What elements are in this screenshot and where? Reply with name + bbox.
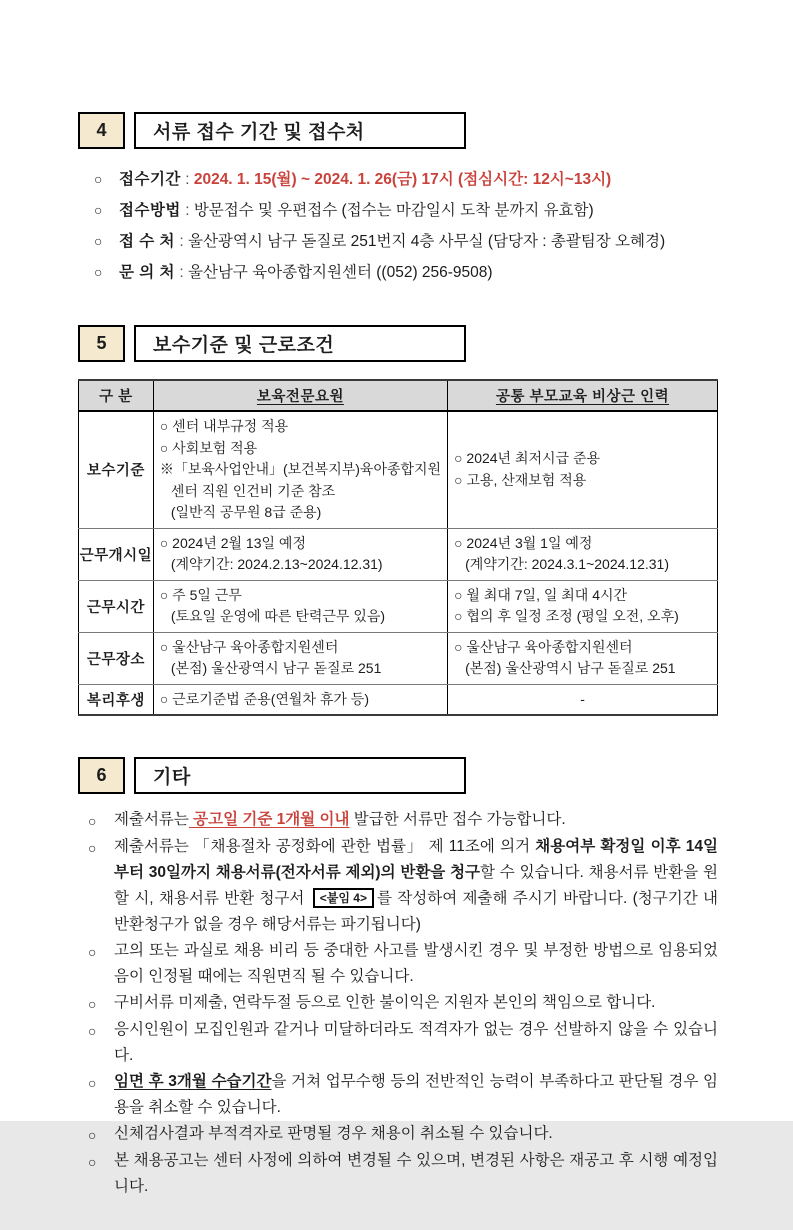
cell-parent-edu-parttime bbox=[448, 411, 718, 528]
cell-line: - bbox=[580, 690, 585, 707]
cell-line: ○ 주 5일 근무 bbox=[159, 586, 242, 603]
table-row bbox=[79, 632, 718, 684]
label-separator: : bbox=[180, 202, 194, 219]
note-row bbox=[88, 1121, 718, 1148]
section-5-title: 보수기준 및 근로조건 bbox=[134, 325, 466, 362]
note-segment: 발급한 서류만 접수 가능합니다. bbox=[349, 811, 566, 828]
info-label: 접 수 처 bbox=[119, 233, 176, 250]
column-header-category: 구 분 bbox=[79, 380, 154, 411]
note-text bbox=[114, 834, 718, 938]
note-text bbox=[114, 1148, 718, 1200]
cell-line: (계약기간: 2024.3.1~2024.12.31) bbox=[465, 556, 670, 572]
note-segment: 제출서류는 bbox=[114, 811, 189, 828]
table-header-row bbox=[79, 380, 718, 411]
cell-line: (계약기간: 2024.2.13~2024.12.31) bbox=[170, 556, 383, 572]
note-segment: 신체검사결과 부적격자로 판명될 경우 채용이 취소될 수 있습니다. bbox=[114, 1125, 553, 1142]
label-separator: : bbox=[180, 171, 194, 188]
bullet-icon: ○ bbox=[88, 996, 97, 1012]
section-6-title: 기타 bbox=[134, 757, 466, 794]
attachment-ref-box: <붙임 4> bbox=[313, 888, 374, 908]
note-segment: 채용여부 확정일 이후 14일부터 30일까지 채용서류(전자서류 제외)의 반환을 청구 bbox=[114, 838, 719, 881]
info-value: 울산남구 육아종합지원센터 ((052) 256-9508) bbox=[187, 264, 493, 281]
info-label: 접수방법 bbox=[119, 202, 181, 219]
table-row bbox=[79, 580, 718, 632]
cell-line: ○ 센터 내부규정 적용 bbox=[159, 418, 289, 434]
cell-childcare-specialist bbox=[153, 684, 447, 715]
cell-line: (토요일 운영에 따른 탄력근무 있음) bbox=[170, 608, 386, 624]
note-row bbox=[88, 990, 718, 1017]
note-text bbox=[114, 1017, 718, 1069]
row-label: 보수기준 bbox=[79, 411, 154, 528]
note-segment: 임면 후 3개월 수습기간 bbox=[114, 1073, 272, 1090]
section-4-header bbox=[78, 112, 718, 149]
bullet-icon: ○ bbox=[88, 1127, 97, 1143]
note-row bbox=[88, 1017, 718, 1069]
cell-line: ○ 2024년 2월 13일 예정 bbox=[159, 534, 306, 551]
row-label: 복리후생 bbox=[79, 684, 154, 715]
bullet-icon: ○ bbox=[94, 171, 103, 187]
bullet-icon: ○ bbox=[88, 1075, 97, 1091]
cell-childcare-specialist bbox=[153, 580, 447, 632]
section-4-number-badge: 4 bbox=[78, 112, 125, 149]
cell-parent-edu-parttime bbox=[448, 580, 718, 632]
pay-conditions-table bbox=[78, 379, 718, 716]
note-segment: 고의 또는 과실로 채용 비리 등 중대한 사고를 발생시킨 경우 및 부정한 방법으로 임용되었음이 인정될 때에는 직원면직 될 수 있습니다. bbox=[114, 942, 718, 985]
table-row bbox=[79, 411, 718, 528]
bullet-icon: ○ bbox=[94, 264, 103, 280]
cell-childcare-specialist bbox=[153, 632, 447, 684]
section-4-title: 서류 접수 기간 및 접수처 bbox=[134, 112, 466, 149]
cell-line: ○ 근로기준법 준용(연월차 휴가 등) bbox=[159, 690, 369, 707]
info-label: 접수기간 bbox=[119, 171, 181, 188]
column-header-parent-edu-parttime: 공통 부모교육 비상근 인력 bbox=[448, 380, 718, 411]
row-label: 근무시간 bbox=[79, 580, 154, 632]
cell-line: ※「보육사업안내」(보건복지부)육아종합지원 bbox=[159, 461, 442, 477]
cell-line: (일반직 공무원 8급 준용) bbox=[170, 504, 322, 520]
cell-line: ○ 사회보험 적용 bbox=[159, 439, 258, 456]
note-text bbox=[114, 938, 718, 990]
table-row bbox=[79, 528, 718, 580]
cell-line: ○ 협의 후 일정 조정 (평일 오전, 오후) bbox=[454, 608, 679, 624]
section-pay-conditions bbox=[78, 325, 718, 716]
cell-childcare-specialist bbox=[153, 411, 447, 528]
note-text bbox=[114, 1121, 718, 1148]
note-row bbox=[88, 834, 718, 938]
section-5-number-badge: 5 bbox=[78, 325, 125, 362]
note-text bbox=[114, 807, 718, 834]
table-row bbox=[79, 684, 718, 715]
submission-info-row bbox=[94, 195, 718, 226]
info-value: 울산광역시 남구 돋질로 251번지 4층 사무실 (담당자 : 총괄팀장 오혜경) bbox=[187, 233, 666, 250]
cell-childcare-specialist bbox=[153, 528, 447, 580]
cell-line: ○ 2024년 최저시급 준용 bbox=[454, 450, 600, 467]
note-segment: 본 채용공고는 센터 사정에 의하여 변경될 수 있으며, 변경된 사항은 재공고 후 시행 예정입니다. bbox=[114, 1152, 718, 1195]
bullet-icon: ○ bbox=[88, 1154, 97, 1170]
note-segment: 구비서류 미제출, 연락두절 등으로 인한 불이익은 지원자 본인의 책임으로 합니다. bbox=[114, 994, 656, 1011]
bullet-icon: ○ bbox=[88, 840, 97, 856]
cell-parent-edu-parttime bbox=[448, 528, 718, 580]
submission-info-row bbox=[94, 257, 718, 288]
row-label: 근무장소 bbox=[79, 632, 154, 684]
section-5-header bbox=[78, 325, 718, 362]
cell-parent-edu-parttime bbox=[448, 632, 718, 684]
cell-line: ○ 울산남구 육아종합지원센터 bbox=[454, 638, 633, 655]
info-value: 방문접수 및 우편접수 (접수는 마감일시 도착 분까지 유효함) bbox=[193, 202, 594, 219]
bullet-icon: ○ bbox=[88, 813, 97, 829]
bullet-icon: ○ bbox=[88, 1023, 97, 1039]
section-6-header bbox=[78, 757, 718, 794]
bullet-icon: ○ bbox=[94, 202, 103, 218]
note-segment: 를 작성하여 제출해 주시기 바랍니다. (청구기간 내 반환청구가 없을 경우 해당서류는 파기됩니다) bbox=[114, 890, 718, 933]
row-label: 근무개시일 bbox=[79, 528, 154, 580]
label-separator: : bbox=[175, 233, 188, 250]
section-etc bbox=[78, 757, 718, 1200]
cell-line: ○ 울산남구 육아종합지원센터 bbox=[159, 638, 339, 655]
cell-line: ○ 고용, 산재보험 적용 bbox=[454, 471, 587, 488]
note-row bbox=[88, 1069, 718, 1121]
bullet-icon: ○ bbox=[94, 233, 103, 249]
cell-line: (본점) 울산광역시 남구 돋질로 251 bbox=[465, 660, 676, 676]
note-text bbox=[114, 1069, 718, 1121]
cell-parent-edu-parttime bbox=[448, 684, 718, 715]
cell-line: (본점) 울산광역시 남구 돋질로 251 bbox=[170, 660, 382, 676]
note-segment: 을 거쳐 업무수행 등의 전반적인 능력이 부족하다고 판단될 경우 임용을 취소할 수 있습니다. bbox=[114, 1073, 718, 1116]
label-separator: : bbox=[175, 264, 188, 281]
cell-line: 센터 직원 인건비 기준 참조 bbox=[170, 482, 336, 499]
submission-info-row bbox=[94, 164, 718, 195]
section-submission bbox=[78, 112, 718, 288]
note-segment: 제출서류는 「채용절차 공정화에 관한 법률」 제 11조에 의거 bbox=[114, 838, 536, 855]
info-value: 2024. 1. 15(월) ~ 2024. 1. 26(금) 17시 (점심시간: 12시~13시) bbox=[193, 171, 612, 188]
note-segment: 할 수 있습니다. 채용서류 반환을 원할 시, 채용서류 반환 청구서 bbox=[114, 864, 718, 907]
note-row bbox=[88, 1148, 718, 1200]
etc-notes-list bbox=[88, 807, 718, 1200]
note-text bbox=[114, 990, 718, 1017]
cell-line: ○ 월 최대 7일, 일 최대 4시간 bbox=[454, 586, 628, 603]
section-6-number-badge: 6 bbox=[78, 757, 125, 794]
note-row bbox=[88, 938, 718, 990]
column-header-childcare-specialist: 보육전문요원 bbox=[153, 380, 447, 411]
submission-info-row bbox=[94, 226, 718, 257]
note-row bbox=[88, 807, 718, 834]
note-segment: 공고일 기준 1개월 이내 bbox=[188, 811, 350, 828]
bullet-icon: ○ bbox=[88, 944, 97, 960]
info-label: 문 의 처 bbox=[119, 264, 176, 281]
submission-info-list bbox=[94, 164, 718, 288]
note-segment: 응시인원이 모집인원과 같거나 미달하더라도 적격자가 없는 경우 선발하지 않을 수 있습니다. bbox=[114, 1021, 718, 1064]
cell-line: ○ 2024년 3월 1일 예정 bbox=[454, 534, 593, 551]
